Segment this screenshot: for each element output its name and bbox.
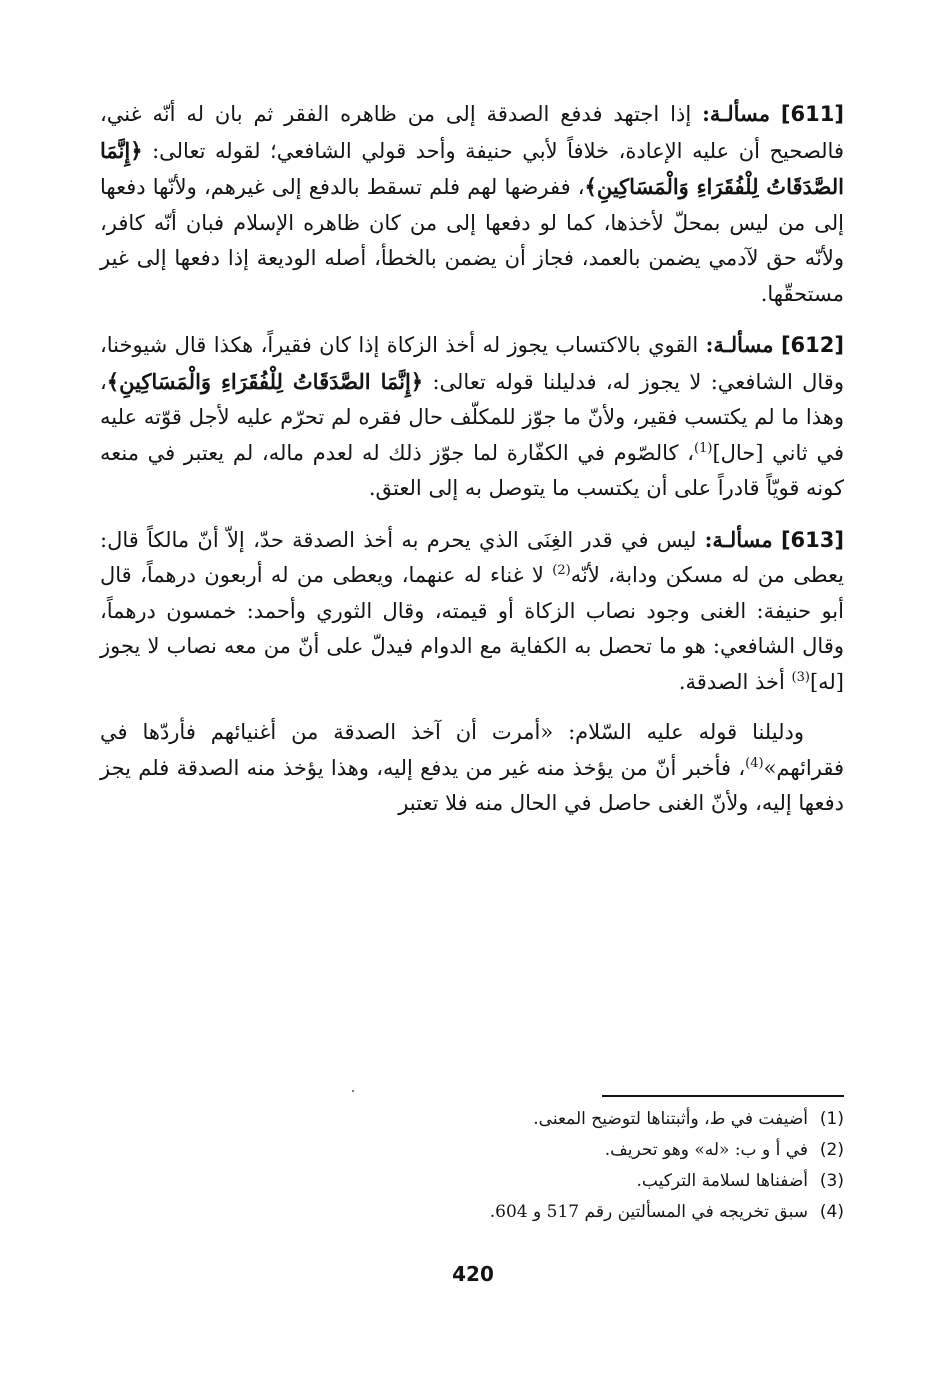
quran-verse: ﴿إِنَّمَا الصَّدَقَاتُ لِلْفُقَرَاءِ وَالْمَسَاكِينِ﴾: [100, 137, 844, 199]
footnote-reference[interactable]: (3): [791, 669, 810, 685]
issue-heading: مسألـة:: [705, 332, 774, 357]
footnote-marker: (1): [819, 1109, 844, 1129]
text-segment: ، كالصّوم في الكفّارة لما جوّز ذلك له لعدم ماله، لم يعتبر في منعه كونه قويّاً قادراً على أن يكتسب ما يتوصل به إلى العتق.: [100, 440, 844, 500]
footnote-text: سبق تخريجه في المسألتين رقم 517 و 604.: [489, 1202, 808, 1222]
issue-paragraph: [100, 522, 844, 701]
footnote-reference[interactable]: (2): [552, 563, 571, 578]
footnote-rule: [602, 1095, 844, 1097]
issue-number: [613]: [780, 527, 844, 552]
issue-number: [612]: [780, 333, 844, 357]
issue-heading: مسألـة:: [702, 101, 771, 126]
text-segment: ، وهذا ما لم يكتسب فقير، ولأنّ ما جوّز للمكلّف حال فقره لم تحرّم عليه لأجل قوّته عليه في ثاني [حال]: [100, 369, 844, 465]
footnote-text: في أ و ب: «له» وهو تحريف.: [604, 1140, 808, 1160]
footnote-marker: (2): [819, 1140, 844, 1160]
footnote-text: أضيفت في ط، وأثبتناها لتوضيح المعنى.: [533, 1109, 808, 1129]
text-segment: لا غناء له عنهما، ويعطى من له أربعون درهماً، قال أبو حنيفة: الغنى وجود نصاب الزكاة أو قيمته، وقال الثوري وأحمد: خمسون درهماً، وقال الشافعي: هو ما تحصل به الكفاية مع الدوام فيدلّ على أنّ من معه نصاب لا يجوز [له]: [100, 563, 844, 694]
text-segment: ، ففرضها لهم فلم تسقط بالدفع إلى غيرهم، ولأنّها دفعها إلى من ليس بمحلّ لأخذها، كما لو دفعها إلى من كان ظاهره الإسلام فبان أنّه كافر، ولأنّه حق لآدمي يضمن بالعمد، فجاز أن يضمن بالخطأ، أصله الوديعة إذا دفعها إلى غير مستحقّها.: [100, 175, 844, 306]
closing-body: [100, 720, 844, 815]
footnote-item: [100, 1166, 844, 1197]
footnote-reference[interactable]: (1): [694, 440, 713, 456]
quran-verse: ﴿إِنَّمَا الصَّدَقَاتُ لِلْفُقَرَاءِ وَالْمَسَاكِينِ﴾: [106, 368, 424, 394]
text-segment: أخذ الصدقة.: [678, 669, 792, 694]
footnote-marker: (3): [819, 1171, 844, 1191]
issue-body: [100, 528, 844, 694]
main-text: [100, 96, 844, 837]
footnote-item: [100, 1135, 844, 1166]
print-speck: [352, 1090, 354, 1092]
footnote-item: [100, 1197, 844, 1228]
text-segment: ودليلنا قوله عليه السّلام: «أمرت أن آخذ الصدقة من أغنيائهم فأردّها في فقرائهم»: [100, 720, 844, 780]
text-segment: ، فأخبر أنّ من يؤخذ منه غير من يدفع إليه، وهذا يؤخذ منه الصدقة فلم يجز دفعها إليه، ولأنّ الغنى حاصل في الحال منه فلا تعتبر: [100, 755, 844, 815]
issue-heading: مسألـة:: [704, 526, 773, 552]
page-number: 420: [452, 1262, 494, 1286]
footnotes-list: [100, 1104, 844, 1228]
issue-paragraph: [100, 327, 844, 507]
footnote-reference[interactable]: (4): [745, 755, 764, 771]
issue-paragraph: [100, 96, 844, 312]
footnote-marker: (4): [819, 1202, 844, 1222]
text-segment: إذا اجتهد فدفع الصدقة إلى من ظاهره الفقر ثم بان له أنّه غني، فالصحيح أن عليه الإعادة، خلافاً لأبي حنيفة وأحد قولي الشافعي؛ لقوله تعالى:: [100, 102, 844, 163]
closing-paragraph: [100, 715, 844, 822]
issue-body: [100, 333, 844, 500]
text-segment: القوي بالاكتساب يجوز له أخذ الزكاة إذا كان فقيراً، هكذا قال شيوخنا، وقال الشافعي: لا يجوز له، فدليلنا قوله تعالى:: [100, 333, 844, 394]
footnote-item: [100, 1104, 844, 1135]
issue-body: [100, 102, 844, 306]
footnote-text: أضفناها لسلامة التركيب.: [636, 1171, 808, 1191]
text-segment: ليس في قدر الغِنَى الذي يحرم به أخذ الصدقة حدّ، إلاّ أنّ مالكاً قال: يعطى من له مسكن ودابة، لأنّه: [100, 527, 844, 587]
issue-number: [611]: [780, 102, 844, 126]
